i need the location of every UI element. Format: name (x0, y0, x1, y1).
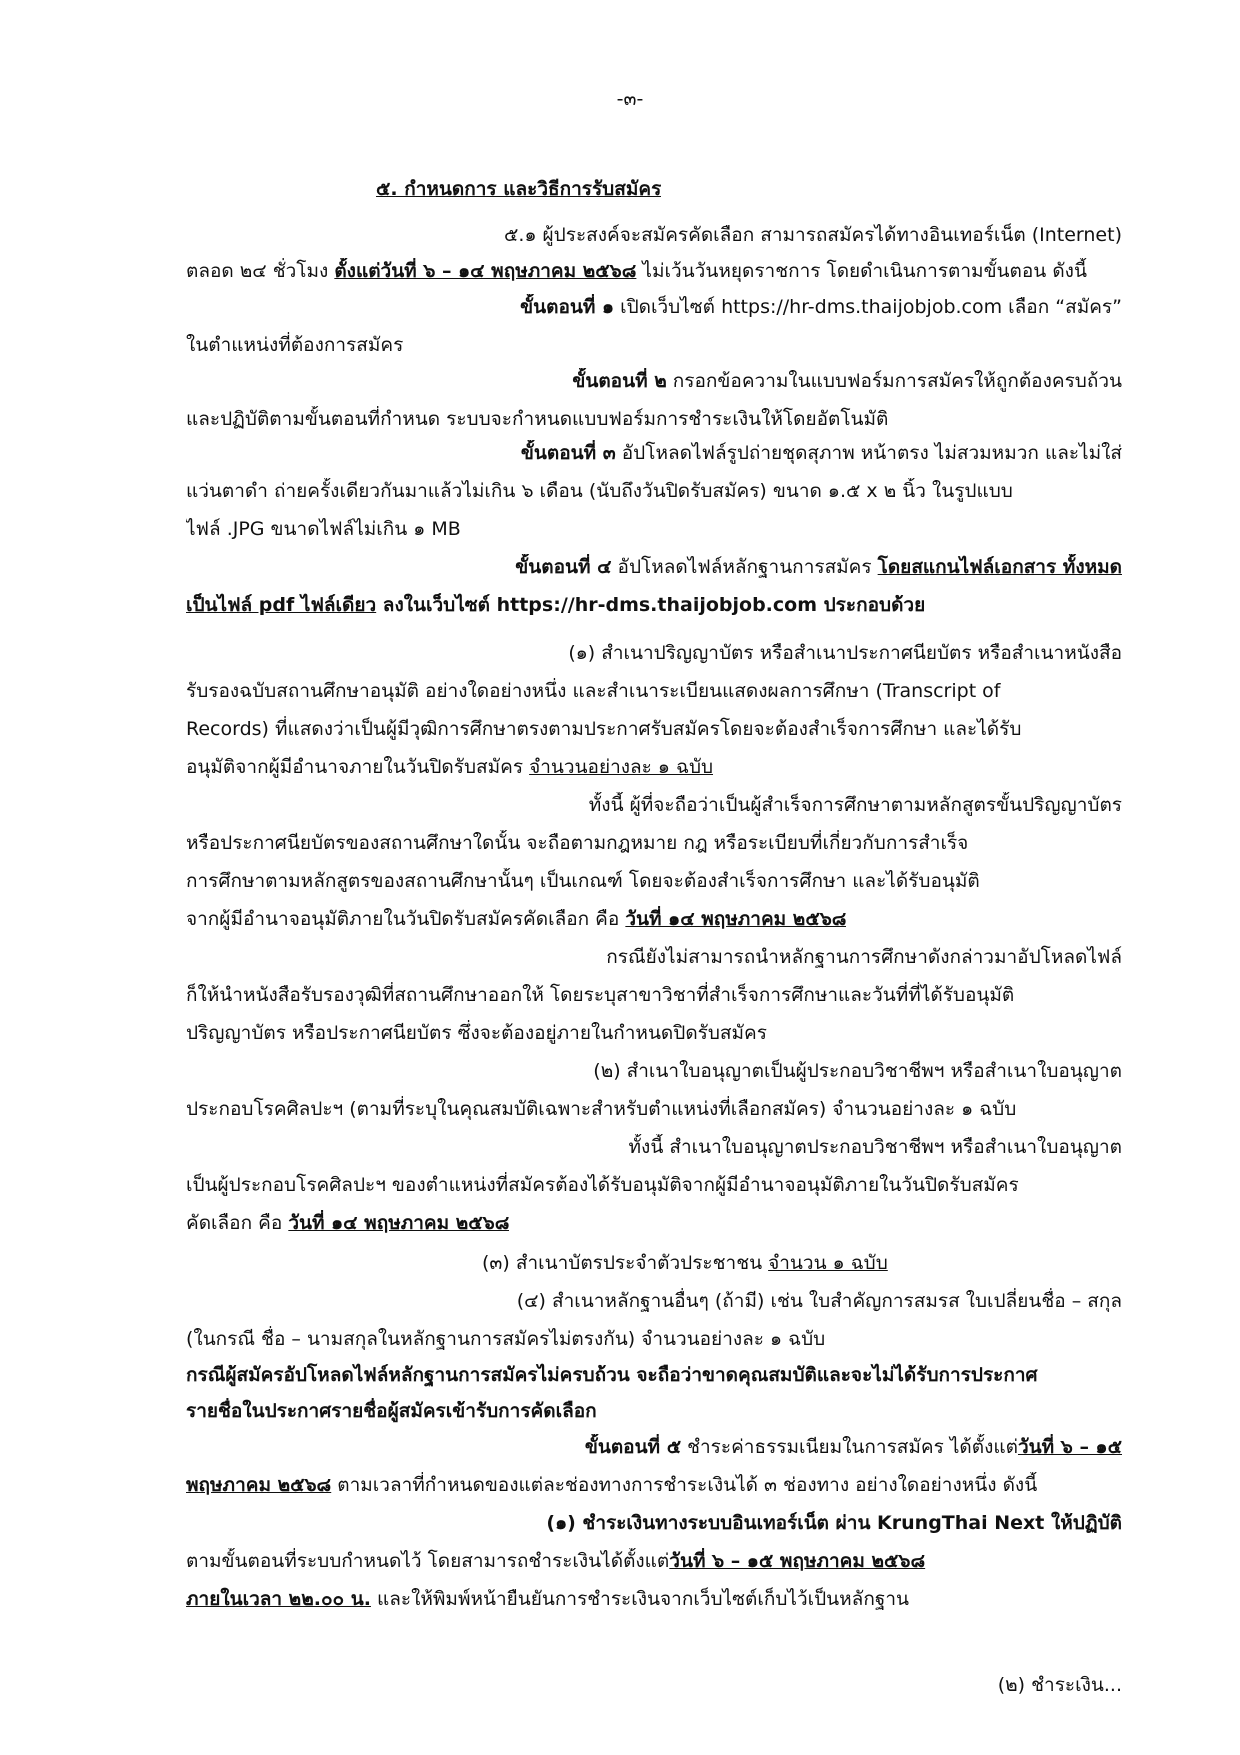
para-5-1-line2 (186, 258, 1122, 284)
text: คัดเลือก คือ (186, 1212, 289, 1234)
date-range: ตั้งแต่วันที่ ๖ – ๑๔ พฤษภาคม ๒๕๖๘ (334, 260, 637, 282)
note2-l2: ก็ให้นำหนังสือรับรองวุฒิที่สถานศึกษาออกให้ โดยระบุสาขาวิชาที่สำเร็จการศึกษาและวันที่ที่ได้รับอนุมัติ (186, 984, 1015, 1006)
step1-line (444, 294, 1122, 320)
step-label: ขั้นตอนที่ ๑ (520, 296, 615, 318)
doc1-l1: (๑) สำเนาปริญญาบัตร หรือสำเนาประกาศนียบัตร หรือสำเนาหนังสือ (568, 642, 1122, 664)
doc2-l2: ประกอบโรคศิลปะฯ (ตามที่ระบุในคุณสมบัติเฉพาะสำหรับตำแหน่งที่เลือกสมัคร) จำนวนอย่างละ ๑ ฉบับ (186, 1098, 1017, 1120)
time-limit: ภายในเวลา ๒๒.๐๐ น. (186, 1588, 371, 1610)
warning-l1: กรณีผู้สมัครอัปโหลดไฟล์หลักฐานการสมัครไม่ครบถ้วน จะถือว่าขาดคุณสมบัติและจะไม่ได้รับการประกาศ (186, 1364, 1038, 1386)
doc2-l1: (๒) สำเนาใบอนุญาตเป็นผู้ประกอบวิชาชีพฯ หรือสำเนาใบอนุญาต (593, 1060, 1122, 1082)
continuation-marker: (๒) ชำระเงิน... (997, 1674, 1122, 1696)
doc3-line (482, 1250, 888, 1276)
step2-line (444, 368, 1122, 394)
date-range: วันที่ ๖ – ๑๕ (1017, 1436, 1122, 1458)
text: กรอกข้อความในแบบฟอร์มการสมัครให้ถูกต้องครบถ้วน (666, 370, 1122, 392)
text: และให้พิมพ์หน้ายืนยันการชำระเงินจากเว็บไซต์เก็บไว้เป็นหลักฐาน (370, 1588, 909, 1610)
page-number: -๓- (616, 88, 644, 110)
section-heading: ๕. กำหนดการ และวิธีการรับสมัคร (376, 178, 662, 200)
step3-cont1: แว่นตาดำ ถ่ายครั้งเดียวกันมาแล้วไม่เกิน ๖ เดือน (นับถึงวันปิดรับสมัคร) ขนาด ๑.๕ x ๒ นิ้ว ในรูปแบบ (186, 480, 1013, 502)
step4-cont (186, 592, 925, 618)
doc4-l1: (๔) สำเนาหลักฐานอื่นๆ (ถ้ามี) เช่น ใบสำคัญการสมรส ใบเปลี่ยนชื่อ – สกุล (516, 1290, 1122, 1312)
note1-l1: ทั้งนี้ ผู้ที่จะถือว่าเป็นผู้สำเร็จการศึกษาตามหลักสูตรขั้นปริญญาบัตร (588, 794, 1122, 816)
date-range: พฤษภาคม ๒๕๖๘ (186, 1474, 332, 1496)
emphasis: โดยสแกนไฟล์เอกสาร ทั้งหมด (877, 556, 1122, 578)
warning-l2: รายชื่อในประกาศรายชื่อผู้สมัครเข้ารับการคัดเลือก (186, 1400, 597, 1422)
pay1-l1: (๑) ชำระเงินทางระบบอินเทอร์เน็ต ผ่าน KrungThai Next ให้ปฏิบัติ (546, 1512, 1122, 1534)
text: เปิดเว็บไซต์ https://hr-dms.thaijobjob.com เลือก “สมัคร” (614, 296, 1122, 318)
text: (๓) สำเนาบัตรประจำตัวประชาชน (482, 1252, 769, 1274)
pay1-l2 (186, 1548, 1122, 1574)
quantity: จำนวน ๑ ฉบับ (768, 1252, 888, 1274)
emphasis: เป็นไฟล์ pdf ไฟล์เดียว (186, 594, 377, 616)
step-label: ขั้นตอนที่ ๔ (515, 556, 612, 578)
quantity: จำนวนอย่างละ ๑ ฉบับ (529, 756, 714, 778)
text: ตามเวลาที่กำหนดของแต่ละช่องทางการชำระเงินได้ ๓ ช่องทาง อย่างใดอย่างหนึ่ง ดังนี้ (331, 1474, 1038, 1496)
note1-l3: การศึกษาตามหลักสูตรของสถานศึกษานั้นๆ เป็นเกณฑ์ โดยจะต้องสำเร็จการศึกษา และได้รับอนุมัติ (186, 870, 980, 892)
step1-cont: ในตำแหน่งที่ต้องการสมัคร (186, 334, 404, 356)
note2-l1: กรณียังไม่สามารถนำหลักฐานการศึกษาดังกล่าวมาอัปโหลดไฟล์ (606, 946, 1122, 968)
text: ชำระค่าธรรมเนียมในการสมัคร ได้ตั้งแต่ (681, 1436, 1018, 1458)
text: ตลอด ๒๔ ชั่วโมง (186, 260, 335, 282)
note1-l4 (186, 906, 846, 932)
text: อัปโหลดไฟล์รูปถ่ายชุดสุภาพ หน้าตรง ไม่สวมหมวก และไม่ใส่ (615, 442, 1122, 464)
text: ไม่เว้นวันหยุดราชการ โดยดำเนินการตามขั้นตอน ดังนี้ (636, 260, 1087, 282)
doc1-l3: Records) ที่แสดงว่าเป็นผู้มีวุฒิการศึกษาตรงตามประกาศรับสมัครโดยจะต้องสำเร็จการศึกษา และได้รับ (186, 718, 1022, 740)
step4-line (444, 554, 1122, 580)
para-5-1-line1: ๕.๑ ผู้ประสงค์จะสมัครคัดเลือก สามารถสมัครได้ทางอินเทอร์เน็ต (Internet) (504, 224, 1122, 246)
note3-l3 (186, 1210, 509, 1236)
note3-l1: ทั้งนี้ สำเนาใบอนุญาตประกอบวิชาชีพฯ หรือสำเนาใบอนุญาต (628, 1136, 1122, 1158)
note2-l3: ปริญญาบัตร หรือประกาศนียบัตร ซึ่งจะต้องอยู่ภายในกำหนดปิดรับสมัคร (186, 1022, 767, 1044)
pay1-l3 (186, 1586, 909, 1612)
step3-line (444, 440, 1122, 466)
deadline: วันที่ ๑๔ พฤษภาคม ๒๕๖๘ (625, 908, 847, 930)
step5-cont (186, 1472, 1122, 1498)
date-range: วันที่ ๖ – ๑๕ พฤษภาคม ๒๕๖๘ (669, 1550, 926, 1572)
deadline: วันที่ ๑๔ พฤษภาคม ๒๕๖๘ (288, 1212, 510, 1234)
doc1-l2: รับรองฉบับสถานศึกษาอนุมัติ อย่างใดอย่างหนึ่ง และสำเนาระเบียนแสดงผลการศึกษา (Transcript of (186, 680, 1001, 702)
step-label: ขั้นตอนที่ ๕ (584, 1436, 682, 1458)
doc1-l4 (186, 754, 713, 780)
doc4-l2: (ในกรณี ชื่อ – นามสกุลในหลักฐานการสมัครไม่ตรงกัน) จำนวนอย่างละ ๑ ฉบับ (186, 1328, 826, 1350)
step-label: ขั้นตอนที่ ๓ (520, 442, 616, 464)
text: อัปโหลดไฟล์หลักฐานการสมัคร (611, 556, 878, 578)
note3-l2: เป็นผู้ประกอบโรคศิลปะฯ ของตำแหน่งที่สมัครต้องได้รับอนุมัติจากผู้มีอำนาจอนุมัติภายในวันปิดรับสมัคร (186, 1174, 1019, 1196)
text: จากผู้มีอำนาจอนุมัติภายในวันปิดรับสมัครคัดเลือก คือ (186, 908, 626, 930)
step2-cont: และปฏิบัติตามขั้นตอนที่กำหนด ระบบจะกำหนดแบบฟอร์มการชำระเงินให้โดยอัตโนมัติ (186, 408, 889, 430)
step5-line (444, 1434, 1122, 1460)
step3-cont2: ไฟล์ .JPG ขนาดไฟล์ไม่เกิน ๑ MB (186, 518, 461, 540)
text: อนุมัติจากผู้มีอำนาจภายในวันปิดรับสมัคร (186, 756, 530, 778)
note1-l2: หรือประกาศนียบัตรของสถานศึกษาใดนั้น จะถือตามกฎหมาย กฎ หรือระเบียบที่เกี่ยวกับการสำเร็จ (186, 832, 969, 854)
step-label: ขั้นตอนที่ ๒ (572, 370, 667, 392)
text: ลงในเว็บไซต์ https://hr-dms.thaijobjob.com ประกอบด้วย (376, 594, 926, 616)
text: ตามขั้นตอนที่ระบบกำหนดไว้ โดยสามารถชำระเงินได้ตั้งแต่ (186, 1550, 670, 1572)
